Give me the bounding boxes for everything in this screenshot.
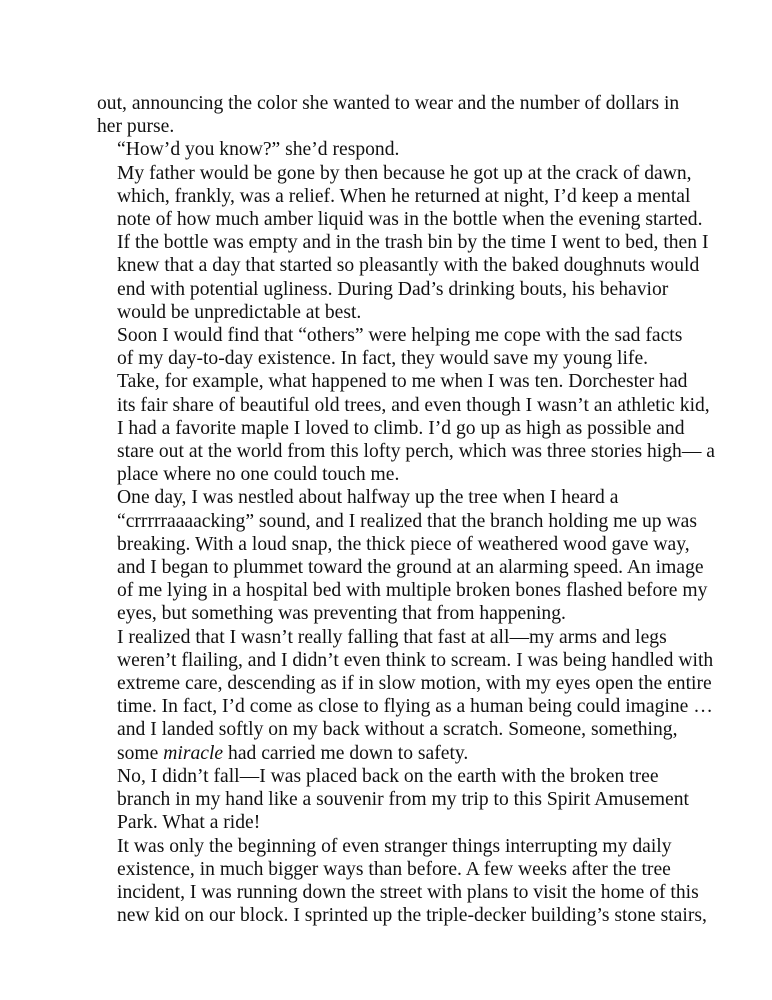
text-line: of me lying in a hospital bed with multiple broken bones flashed before my <box>117 580 708 602</box>
text-line: which, frankly, was a relief. When he returned at night, I’d keep a mental <box>117 185 691 207</box>
text-line: her purse. <box>97 116 175 138</box>
text-line: I realized that I wasn’t really falling that fast at all—my arms and legs <box>117 626 667 648</box>
text-line: extreme care, descending as if in slow motion, with my eyes open the entire <box>117 673 712 695</box>
text-line: end with potential ugliness. During Dad’s drinking bouts, his behavior <box>117 278 669 300</box>
paragraph <box>97 92 682 138</box>
paragraph <box>97 765 689 835</box>
text-line: new kid on our block. I sprinted up the triple-decker building’s stone stairs, <box>117 905 707 927</box>
text-line: place where no one could touch me. <box>117 464 400 486</box>
paragraph <box>97 486 708 625</box>
paragraph <box>97 324 682 370</box>
text-line: No, I didn’t fall—I was placed back on the earth with the broken tree <box>117 765 659 787</box>
text-line: and I landed softly on my back without a scratch. Someone, something, <box>117 719 678 741</box>
text-line: time. In fact, I’d come as close to flying as a human being could imagine … <box>117 696 713 718</box>
text-line: eyes, but something was preventing that from happening. <box>117 603 566 625</box>
text-line: Park. What a ride! <box>117 812 261 834</box>
text-line: One day, I was nestled about halfway up the tree when I heard a <box>117 487 619 509</box>
text-line: It was only the beginning of even stranger things interrupting my daily <box>117 835 672 857</box>
text-line: its fair share of beautiful old trees, and even though I wasn’t an athletic kid, <box>117 394 710 416</box>
text-line <box>97 742 682 765</box>
italic-word: miracle <box>163 742 224 764</box>
text-line: breaking. With a loud snap, the thick piece of weathered wood gave way, <box>117 533 690 555</box>
text-line: Take, for example, what happened to me when I was ten. Dorchester had <box>117 371 688 393</box>
text-line: and I began to plummet toward the ground at an alarming speed. An image <box>117 557 704 579</box>
text-line: existence, in much bigger ways than before. A few weeks after the tree <box>117 858 671 880</box>
text-line: branch in my hand like a souvenir from my trip to this Spirit Amusement <box>117 789 689 811</box>
paragraph <box>97 138 682 161</box>
paragraph <box>97 162 709 324</box>
text-line: “crrrrraaaacking” sound, and I realized that the branch holding me up was <box>117 510 697 532</box>
text-line: incident, I was running down the street with plans to visit the home of this <box>117 881 699 903</box>
text-line: “How’d you know?” she’d respond. <box>117 139 400 161</box>
text-line: out, announcing the color she wanted to wear and the number of dollars in <box>97 93 680 114</box>
text-line: weren’t flailing, and I didn’t even think to scream. I was being handled with <box>117 649 714 671</box>
text-line: note of how much amber liquid was in the bottle when the evening started. <box>117 209 703 231</box>
paragraph <box>97 370 716 486</box>
text-line: My father would be gone by then because he got up at the crack of dawn, <box>117 162 692 184</box>
text-line: of my day-to-day existence. In fact, they would save my young life. <box>117 348 649 370</box>
paragraph <box>97 626 714 765</box>
text-run: some <box>117 742 164 764</box>
text-line: would be unpredictable at best. <box>117 301 362 323</box>
text-line: stare out at the world from this lofty perch, which was three stories high— a <box>117 441 716 463</box>
text-run: had carried me down to safety. <box>223 742 469 764</box>
text-line: I had a favorite maple I loved to climb. I’d go up as high as possible and <box>117 417 685 439</box>
page-body <box>97 92 716 927</box>
paragraph <box>97 835 707 928</box>
text-line: Soon I would find that “others” were helping me cope with the sad facts <box>117 325 683 347</box>
text-line: knew that a day that started so pleasantly with the baked doughnuts would <box>117 255 700 277</box>
text-line: If the bottle was empty and in the trash bin by the time I went to bed, then I <box>117 232 709 254</box>
